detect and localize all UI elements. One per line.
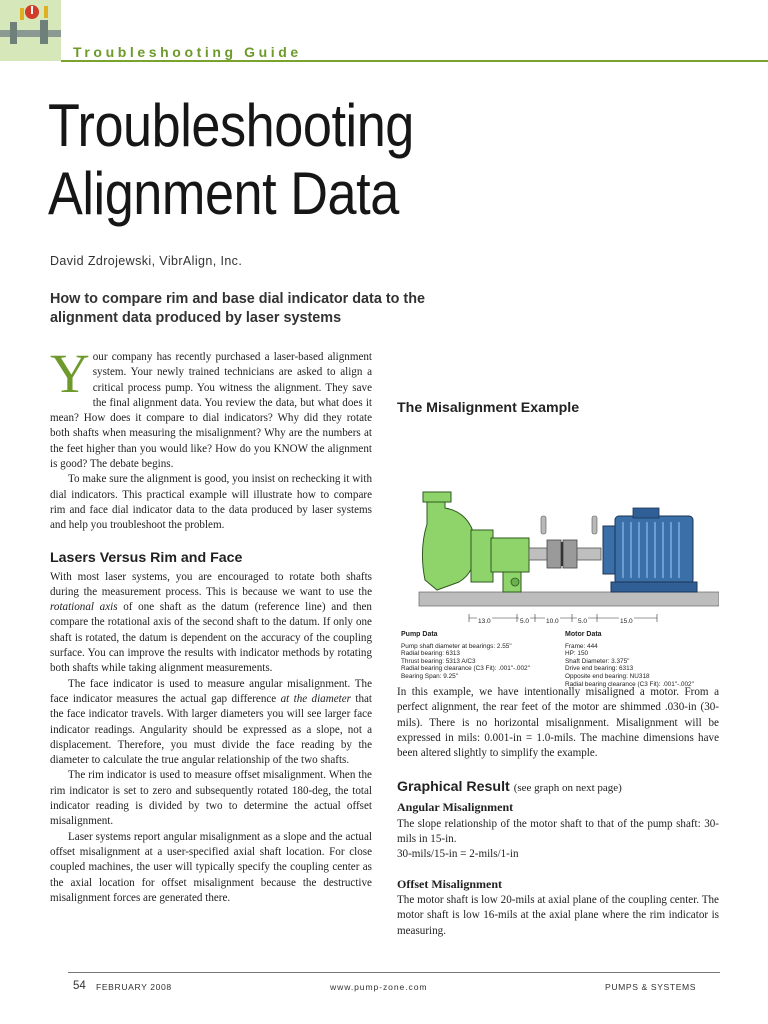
graphical-result-heading: Graphical Result (see graph on next page): [397, 779, 622, 796]
lasers-paragraph-2: The face indicator is used to measure angular misalignment. The face indicator measures the actual gap difference at the diameter that the face indicator travels. With larger diameters you will see larger face indicator readings. Angularity should be expressed as a slope, not a displacement. Therefore, you must divide the face reading by the diameter to calculate the true angular relationship of the two shafts.: [50, 677, 372, 767]
dimension-label: 15.0: [619, 614, 634, 629]
motor-body: [615, 516, 693, 584]
offset-paragraph: The motor shaft is low 20-mils at axial plane of the coupling center. The motor shaft is low 16-mils at the axial plane where the rim indicator is measuring.: [397, 893, 719, 937]
page-number: 54: [73, 980, 86, 992]
pump-data-line: Radial bearing clearance (C3 Fit): .001"-.002": [401, 665, 530, 673]
dimension-label: 10.0: [545, 614, 560, 629]
angular-formula: 30-mils/15-in = 2-mils/1-in: [397, 848, 519, 861]
dimension-label: 5.0: [519, 614, 530, 629]
dimension-label: 13.0: [477, 614, 492, 629]
article-title: [48, 92, 535, 228]
lasers-heading: Lasers Versus Rim and Face: [50, 549, 243, 566]
lasers-paragraph-4: Laser systems report angular misalignment as a slope and the actual offset misalignment at a user-specified axial shaft location. For close coupled machines, the user will typically specify the coupling center as the axial location for offset misalignment because the destructive misalignment forces are generated there.: [50, 830, 372, 904]
motor-data-line: Shaft Diameter: 3.375": [565, 657, 630, 665]
bearing-housing: [491, 538, 529, 572]
coupling-half-pump: [547, 540, 561, 568]
title-line-1: Troubleshooting: [48, 92, 414, 159]
right-column: [397, 350, 719, 939]
angular-paragraph: The slope relationship of the motor shaft to that of the pump shaft: 30-mils in 15-in.: [397, 817, 719, 846]
publication-name: PUMPS & SYSTEMS: [605, 982, 697, 992]
section-label: Troubleshooting Guide: [73, 44, 302, 60]
coupling-half-motor: [563, 540, 577, 568]
dial-indicator-left: [541, 516, 546, 534]
logo: [0, 0, 61, 61]
issue-date: FEBRUARY 2008: [96, 982, 172, 992]
article-subtitle: How to compare rim and base dial indicator data to the alignment data produced by laser systems: [50, 291, 426, 326]
motor-data-line: Opposite end bearing: NU318: [565, 672, 650, 680]
footer-rule: [68, 972, 720, 973]
graph-note: (see graph on next page): [513, 782, 622, 795]
motor-data-heading: Motor Data: [565, 631, 602, 638]
pump-data-line: Radial bearing: 6313: [401, 650, 460, 658]
motor-data-line: Frame: 444: [565, 642, 598, 650]
pump-motor-figure: [397, 430, 719, 688]
dial-indicator-right: [592, 516, 597, 534]
lasers-paragraph-3: The rim indicator is used to measure offset misalignment. When the rim indicator is set to zero and subsequently rotated 180-deg, the total indicator reading is divided by two to determine the actual offset misalignment.: [50, 769, 372, 828]
header-rule: [61, 60, 768, 62]
baseplate: [419, 592, 719, 606]
motor-data-line: Drive end bearing: 6313: [565, 665, 634, 673]
left-column: [50, 343, 372, 906]
alignment-logo-icon: [0, 0, 61, 61]
footer-url[interactable]: www.pump-zone.com: [330, 982, 428, 992]
pump-data-line: Thrust bearing: 5313 A/C3: [401, 657, 476, 665]
title-line-2: Alignment Data: [48, 160, 399, 227]
pump-data-block: [401, 631, 530, 681]
byline: David Zdrojewski, VibrAlign, Inc.: [50, 254, 243, 268]
pump-data-line: Bearing Span: 9.25": [401, 672, 458, 680]
intro-paragraph-2: To make sure the alignment is good, you insist on rechecking it with dial indicators. This practical example will illustrate how to compare rim and face dial indicator data to the data produced by laser systems and help you troubleshoot the problem.: [50, 473, 372, 532]
motor-data-line: HP: 150: [565, 650, 589, 658]
example-paragraph: In this example, we have intentionally misaligned a motor. From a perfect alignment, the rear feet of the motor are shimmed .030-in (30-mils). There is no horizontal misalignment. Misalignment will be expressed in mils: 0.001-in = 1.0-mils. The machine dimensions have been altered slightly to simplify the example.: [397, 686, 719, 760]
angular-heading: Angular Misalignment: [397, 800, 514, 815]
drop-cap: Y: [50, 343, 90, 404]
motor-data-line: Radial bearing clearance (C3 Fit): .001"-.002": [565, 680, 694, 688]
example-heading: The Misalignment Example: [397, 400, 580, 416]
motor-data-block: [565, 631, 694, 688]
pump-data-line: Pump shaft diameter at bearings: 2.55": [401, 642, 512, 650]
pump-casing: [422, 498, 475, 590]
dimension-label: 5.0: [577, 614, 588, 629]
intro-paragraph: Your company has recently purchased a laser-based alignment system. Your newly trained technicians are asked to align a critical process pump. You witness the alignment. They save the final alignment data. You review the data, but what does it mean? How does it compare to dial indicators? Why did they rotate both shafts when measuring the misalignment? Why are the numbers at the feet higher than you would like? How do you KNOW the alignment is good? The debate begins.: [50, 343, 372, 471]
offset-heading: Offset Misalignment: [397, 876, 502, 891]
lasers-paragraph-1: With most laser systems, you are encouraged to rotate both shafts during the measurement process. This is because we want to use the rotational axis of one shaft as the datum (reference line) and then compare the rotational axis of the second shaft to the datum. If only one shaft is rotated, the datum is dependent on the accuracy of the coupling surface. You can improve the results with indicator methods by rotating both shafts while taking alignment measurements.: [50, 570, 372, 675]
pump-data-heading: Pump Data: [401, 631, 438, 638]
